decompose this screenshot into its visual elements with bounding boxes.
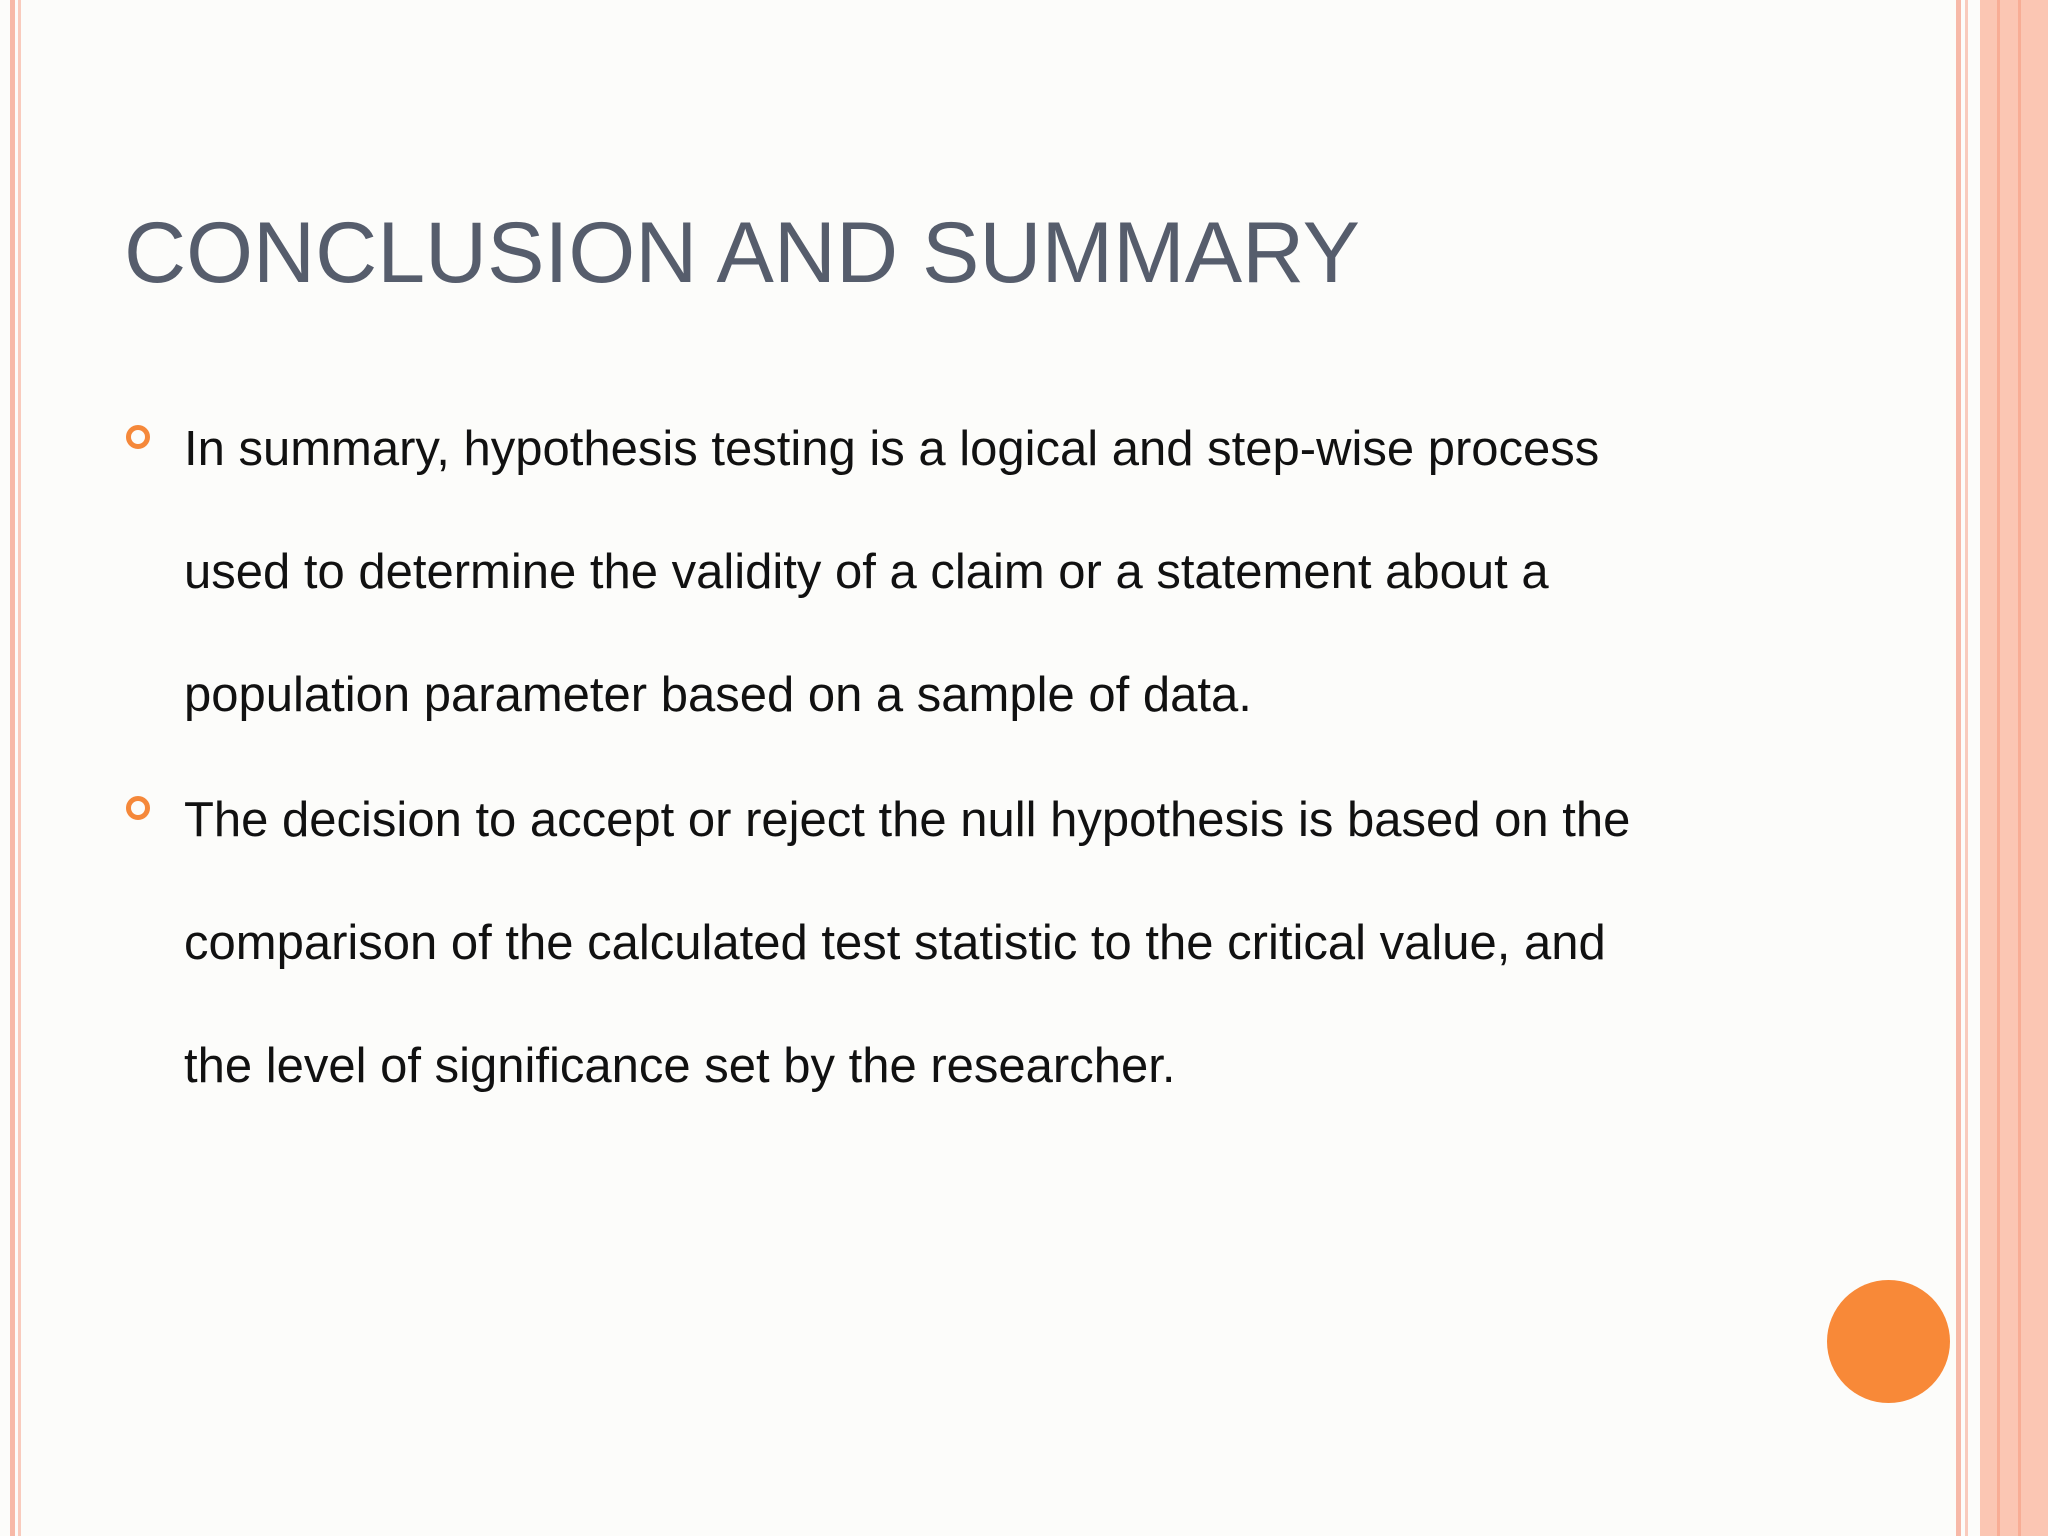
bullet-line: the level of significance set by the researcher.	[184, 1039, 1176, 1093]
orange-circle-decoration	[1827, 1280, 1950, 1403]
right-border-stripe	[1956, 0, 1961, 1536]
bullet-line: comparison of the calculated test statistic to the critical value, and	[184, 916, 1606, 970]
bullet-line: population parameter based on a sample of data.	[184, 668, 1252, 722]
bullet-line: The decision to accept or reject the null hypothesis is based on the	[184, 793, 1631, 847]
left-border-stripe-inner	[18, 0, 21, 1536]
left-border-stripe	[10, 0, 15, 1536]
bullet-line: used to determine the validity of a claim or a statement about a	[184, 545, 1549, 599]
hollow-circle-bullet-icon	[126, 796, 150, 820]
bullet-text	[184, 759, 1724, 1128]
bullet-list	[124, 404, 1724, 1146]
right-border-line	[1997, 0, 2000, 1536]
right-border-stripe-inner	[1965, 0, 1968, 1536]
bullet-item	[124, 388, 1724, 757]
bullet-item	[124, 759, 1724, 1128]
bullet-line: In summary, hypothesis testing is a logical and step-wise process	[184, 422, 1600, 476]
bullet-text	[184, 388, 1724, 757]
right-border-line-outer	[2018, 0, 2021, 1536]
slide-title: CONCLUSION AND SUMMARY	[124, 205, 1361, 301]
right-border-band	[1980, 0, 2048, 1536]
hollow-circle-bullet-icon	[126, 425, 150, 449]
